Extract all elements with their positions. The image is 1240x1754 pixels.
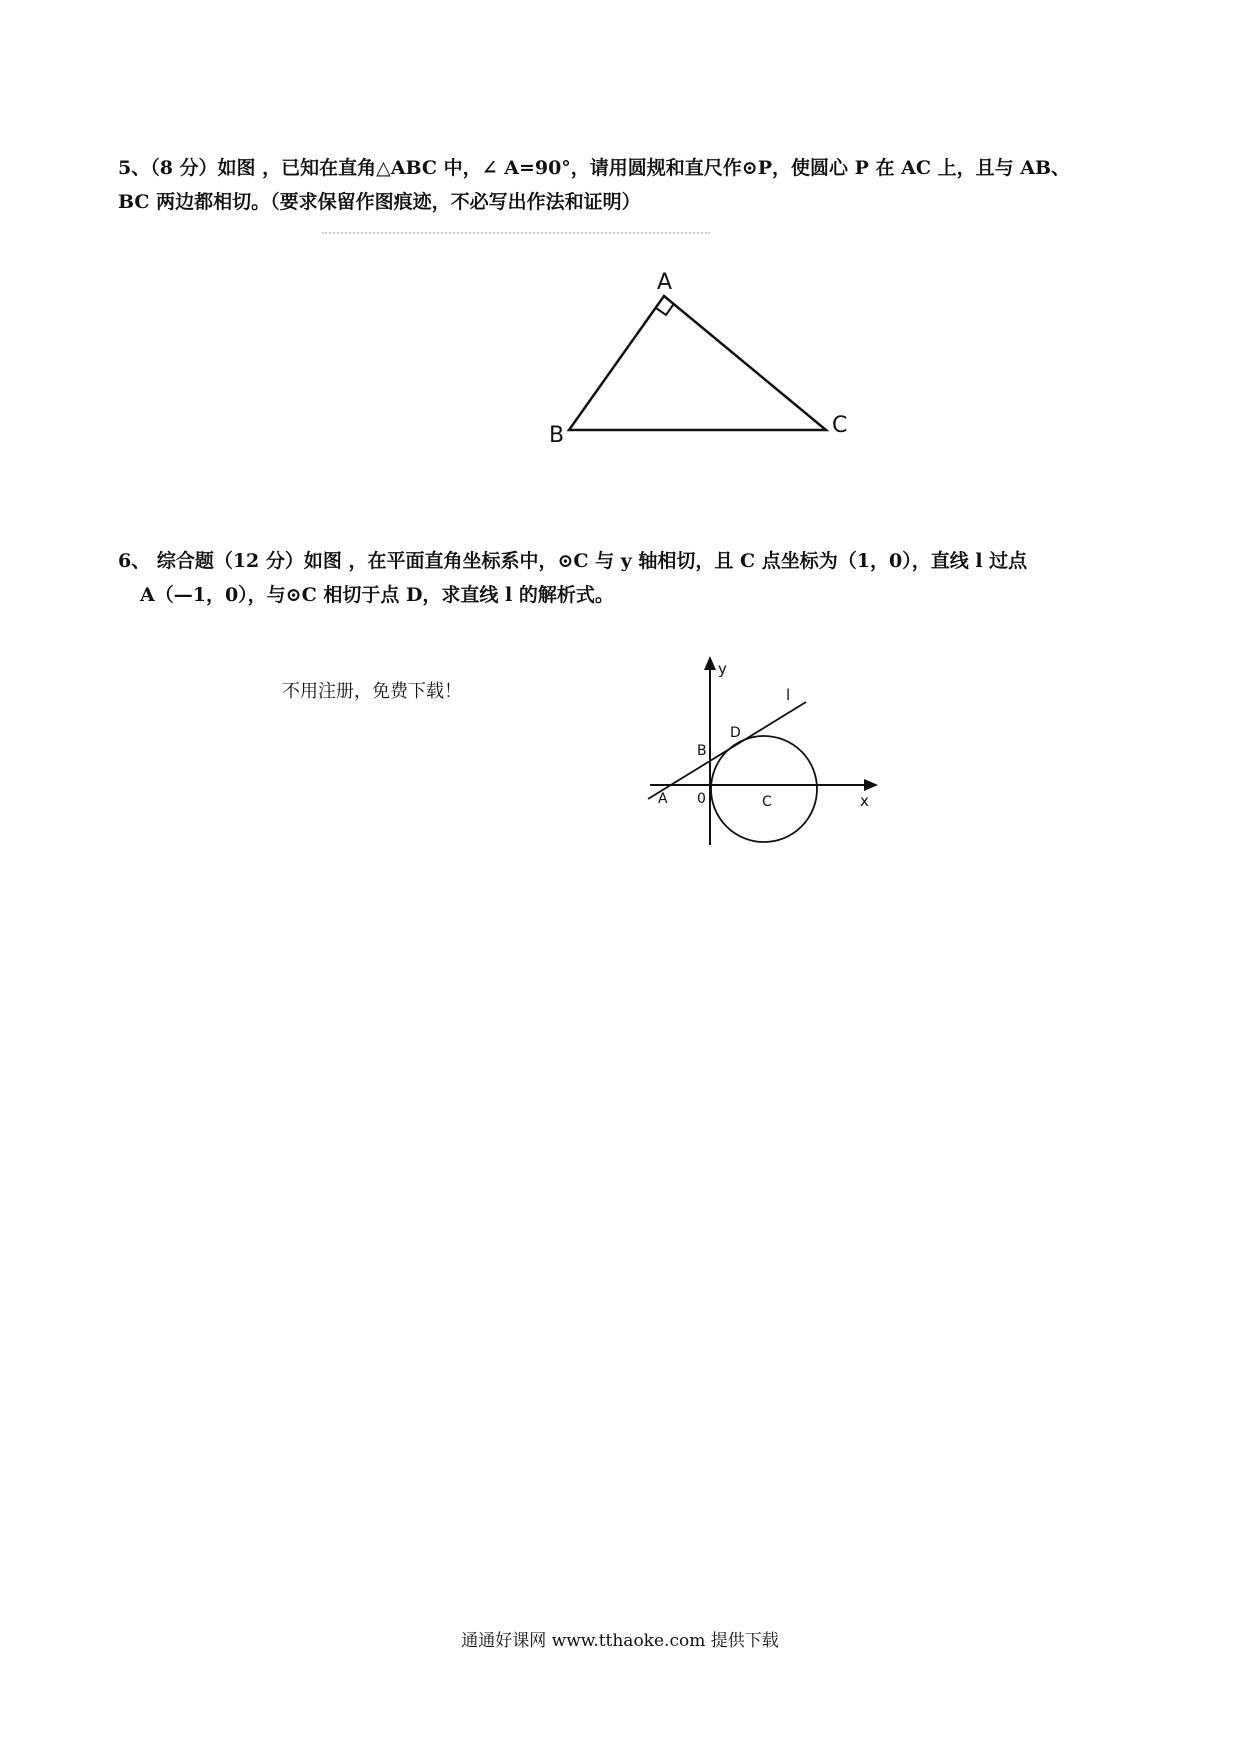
question-5-text-line-1: 5、（8 分）如图 ，已知在直角△ABC 中，∠ A=90°，请用圆规和直尺作⊙P，使圆心 P 在 AC 上，且与 AB、: [118, 157, 1071, 179]
page-footer: 通通好课网 www.tthaoke.com 提供下载: [461, 1631, 779, 1651]
right-angle-mark: [656, 305, 673, 315]
circle-c: [711, 736, 817, 842]
point-label-d: D: [730, 725, 741, 741]
point-label-b: B: [697, 743, 707, 759]
line-label-l: l: [786, 686, 791, 704]
download-note: 不用注册，免费下载！: [282, 681, 462, 702]
point-label-a: A: [658, 791, 668, 807]
x-axis-arrow: [864, 779, 878, 791]
axis-label-x: x: [860, 792, 869, 810]
vertex-label-b: B: [549, 423, 565, 448]
axis-label-y: y: [718, 660, 727, 678]
y-axis-arrow: [704, 656, 716, 670]
vertex-label-c: C: [832, 413, 848, 438]
question-6-text-line-1: 6、 综合题（12 分）如图 ，在平面直角坐标系中，⊙C 与 y 轴相切，且 C 点坐标为（1，0），直线 l 过点: [118, 550, 1028, 572]
coordinate-figure: [640, 650, 880, 850]
question-5-text-line-2: BC 两边都相切。（要求保留作图痕迹，不必写出作法和证明）: [118, 191, 641, 213]
triangle-figure: [530, 258, 860, 448]
vertex-label-a: A: [657, 270, 673, 295]
question-6-text-line-2: A（—1，0），与⊙C 相切于点 D，求直线 l 的解析式。: [140, 584, 614, 606]
origin-label: 0: [697, 791, 706, 807]
dotted-divider: [322, 232, 710, 234]
triangle-abc: [569, 296, 826, 430]
center-label-c: C: [762, 794, 772, 810]
